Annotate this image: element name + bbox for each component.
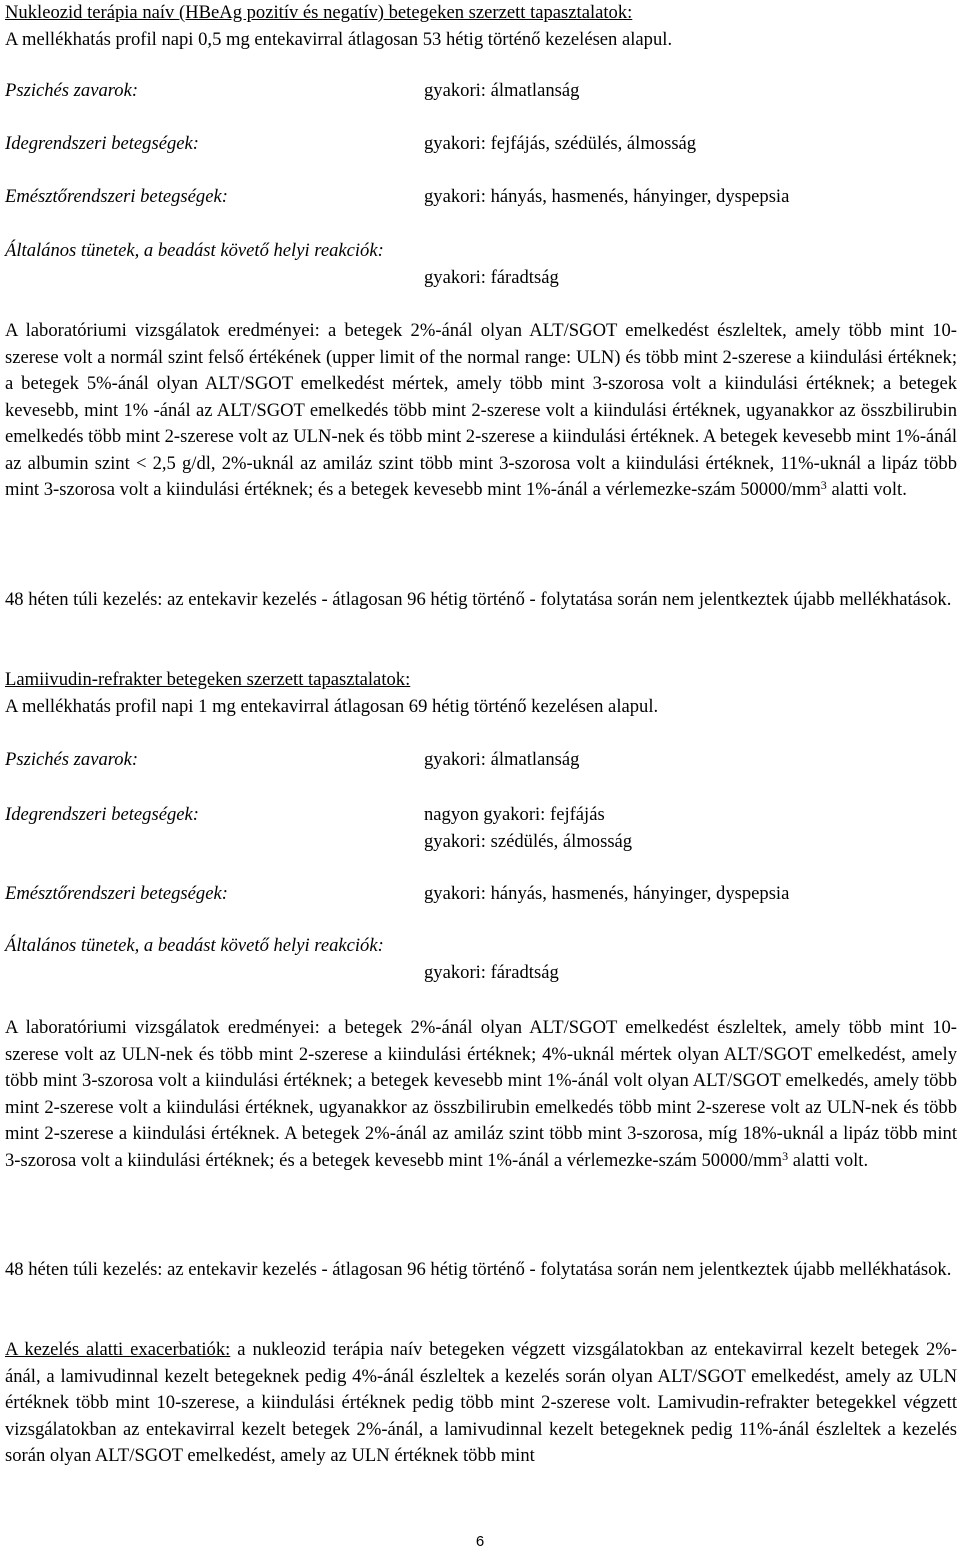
exacerbation-text: a nukleozid terápia naív betegeken végzett vizsgálatokban az entekavirral kezelt betegek 2%-ánál, a lamivudinnal kezelt betegeknek pedig 4%-ánál észleltek a kezelés során olyan ALT/SGOT emelkedést, amely az ULN értéknek több mint 10-szerese, a kiindulási értéknek pedig több mint 2-szerese volt. Lamivudin-refrakter betegekkel végzett vizsgálatokban az entekavirral kezelt betegek 2%-ánál, a lamivudinnal kezelt betegeknek pedig 11%-ánál észleltek a kezelés során olyan ALT/SGOT emelkedést, amely az ULN értéknek több mint (5, 1339, 957, 1466)
beyond-48-weeks-paragraph: 48 héten túli kezelés: az entekavir kezelés - átlagosan 96 hétig történő - folytatása során nem jelentkeztek újabb mellékhatások. (5, 589, 952, 610)
ae-category-gi: Emésztőrendszeri betegségek: (5, 186, 228, 207)
lab-results-paragraph-2 (5, 1015, 957, 1174)
lab-results-superscript: 3 (820, 478, 827, 492)
ae-category-gi-2: Emésztőrendszeri betegségek: (5, 883, 228, 904)
ae-value-neuro: gyakori: fejfájás, szédülés, álmosság (424, 133, 697, 154)
ae-category-general: Általános tünetek, a beadást követő helyi reakciók: (5, 240, 384, 261)
section-1-intro: A mellékhatás profil napi 0,5 mg entekavirral átlagosan 53 hétig történő kezelésen alapul. (5, 28, 673, 50)
ae-value-general-2: gyakori: fáradtság (424, 962, 559, 983)
ae-value-gi-2: gyakori: hányás, hasmenés, hányinger, dyspepsia (424, 883, 790, 904)
section-2-header (5, 667, 957, 720)
ae-value-neuro-2 (424, 802, 954, 855)
section-1-header (5, 0, 957, 53)
beyond-48-weeks-paragraph-2: 48 héten túli kezelés: az entekavir kezelés - átlagosan 96 hétig történő - folytatása során nem jelentkeztek újabb mellékhatások. (5, 1259, 952, 1280)
section-2-heading: Lamiivudin-refrakter betegeken szerzett tapasztalatok: (5, 669, 411, 690)
ae-category-neuro-2: Idegrendszeri betegségek: (5, 804, 199, 825)
exacerbation-paragraph (5, 1337, 957, 1470)
lab-results-superscript-2: 3 (782, 1148, 789, 1163)
ae-category-psych-2: Pszichés zavarok: (5, 749, 139, 770)
ae-category-neuro: Idegrendszeri betegségek: (5, 133, 199, 154)
page-number: 6 (475, 1533, 485, 1550)
ae-value-neuro-2-line-2: gyakori: szédülés, álmosság (424, 830, 633, 852)
ae-value-neuro-2-line-1: nagyon gyakori: fejfájás (424, 804, 605, 825)
ae-value-psych-2: gyakori: álmatlanság (424, 749, 580, 770)
ae-value-psych: gyakori: álmatlanság (424, 80, 580, 101)
lab-results-text-2: A laboratóriumi vizsgálatok eredményei: a betegek 2%-ánál olyan ALT/SGOT emelkedést észleltek, amely több mint 10-szerese volt az ULN-nek és több mint 2-szerese a kiindulási értéknek; 4%-uknál mértek olyan ALT/SGOT emelkedést, amely több mint 3-szorosa volt a kiindulási értéknek; a betegek kevesebb mint 1%-ánál volt olyan ALT/SGOT emelkedés, amely több mint 2-szerese volt a kiindulási értéknek, ugyanakkor az összbilirubin emelkedés több mint 2-szerese volt az ULN-nek és több mint 2-szerese a kiindulási értéknek. A betegek 2%-ánál az amiláz szint több mint 3-szorosa, míg 18%-uknál a lipáz több mint 3-szorosa volt a kiindulási értéknek; és a betegek kevesebb mint 1%-ánál a vérlemezke-szám 50000/mm (5, 1017, 957, 1171)
ae-value-general: gyakori: fáradtság (424, 267, 559, 288)
exacerbation-heading: A kezelés alatti exacerbatiók: (5, 1339, 231, 1360)
section-1-heading: Nukleozid terápia naív (HBeAg pozitív és negatív) betegeken szerzett tapasztalatok: (5, 2, 633, 23)
lab-results-paragraph (5, 318, 957, 504)
section-2-intro: A mellékhatás profil napi 1 mg entekavirral átlagosan 69 hétig történő kezelésen alapul. (5, 695, 659, 717)
ae-value-gi: gyakori: hányás, hasmenés, hányinger, dyspepsia (424, 186, 790, 207)
ae-category-psych: Pszichés zavarok: (5, 80, 139, 101)
lab-results-end-2: alatti volt. (788, 1149, 869, 1171)
lab-results-text: A laboratóriumi vizsgálatok eredményei: a betegek 2%-ánál olyan ALT/SGOT emelkedést észleltek, amely több mint 10-szerese volt a normál szint felső értékének (upper limit of the normal range: ULN) és több mint 2-szerese a kiindulási értéknek; a betegek 5%-ánál olyan ALT/SGOT emelkedést mértek, amely több mint 3-szorosa volt a kiindulási értéknek; a betegek kevesebb, mint 1% -ánál az ALT/SGOT emelkedés több mint 2-szerese volt a kiindulási értéknek, ugyanakkor az összbilirubin emelkedés több mint 2-szerese volt az ULN-nek és több mint 2-szerese a kiindulási értéknek. A betegek kevesebb mint 1%-ánál az albumin szint < 2,5 g/dl, 2%-uknál az amiláz szint több mint 3-szorosa volt a kiindulási értéknek, 11%-uknál a lipáz több mint 3-szorosa volt a kiindulási értéknek; és a betegek kevesebb mint 1%-ánál a vérlemezke-szám 50000/mm (5, 320, 957, 500)
ae-category-general-2: Általános tünetek, a beadást követő helyi reakciók: (5, 935, 384, 956)
lab-results-end: alatti volt. (826, 479, 907, 500)
